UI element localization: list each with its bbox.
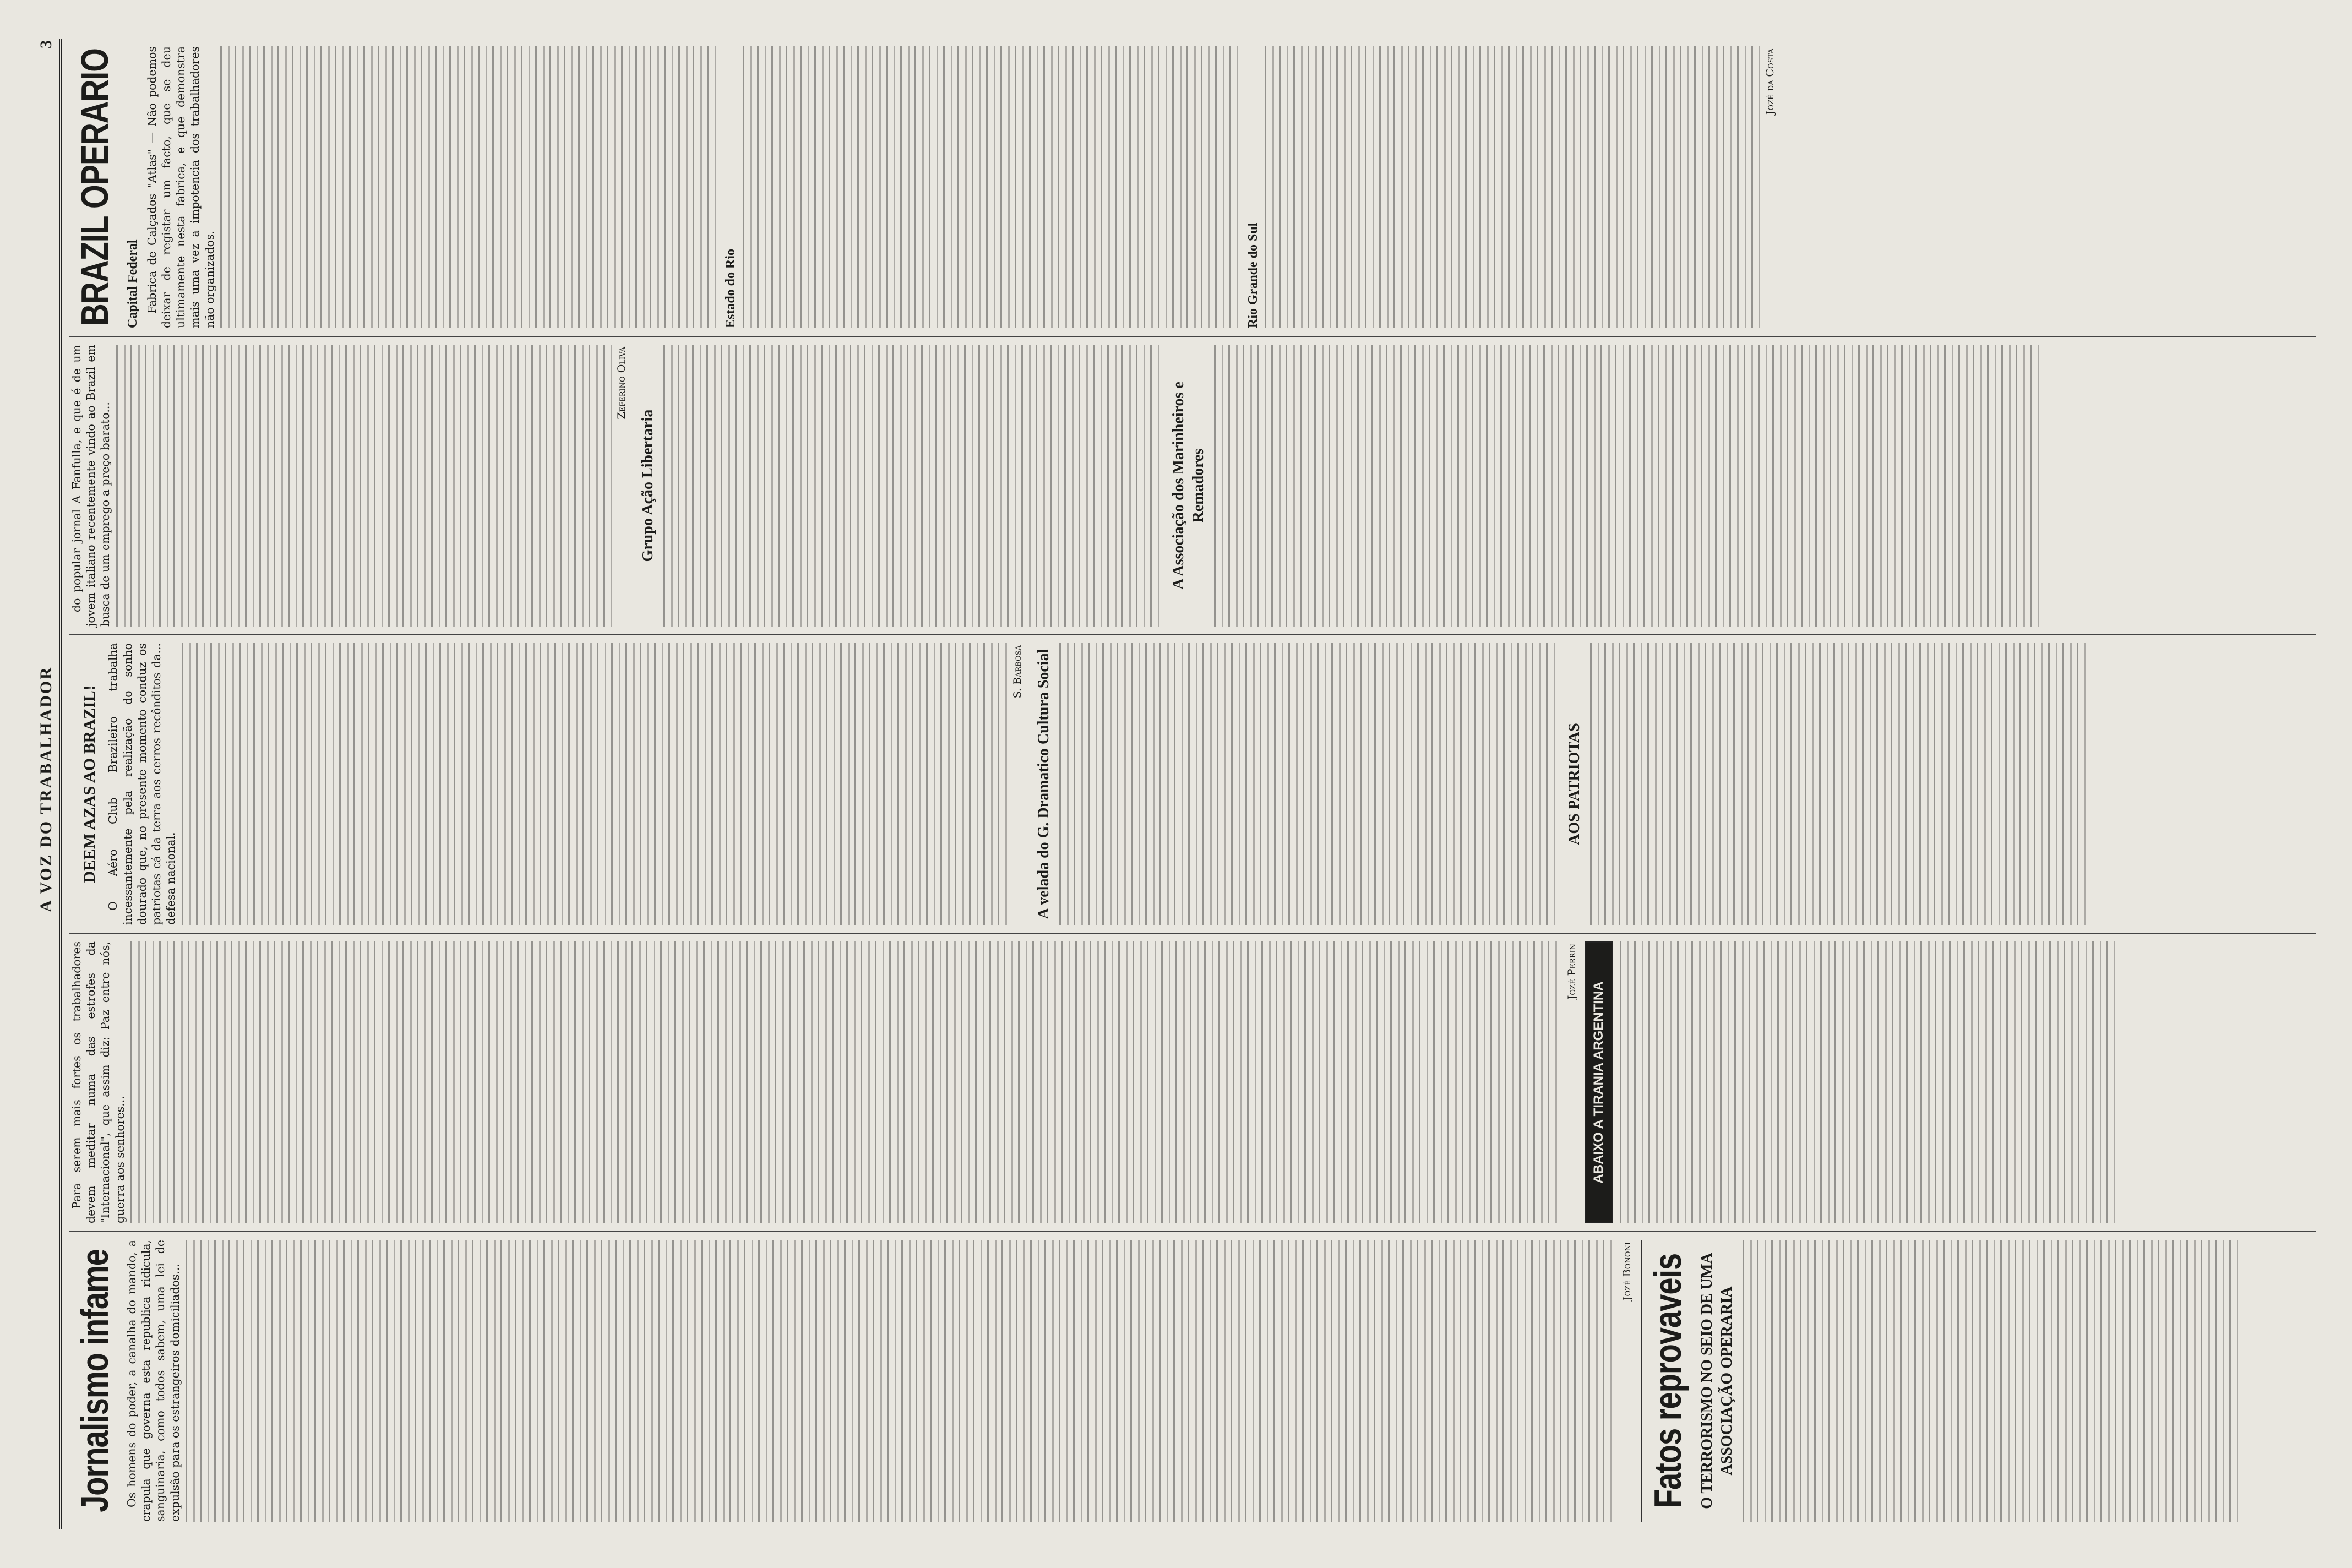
article-paragraph: do popular jornal A Fanfulla, e que é de um jovem italiano recentemente vindo ao Brazil em busca de um emprego a preço barato... (70, 345, 112, 627)
column-rule (1641, 1240, 1642, 1522)
article-byline: Jozé da Costa (1764, 48, 1777, 115)
article-paragraph: Os homens do poder, a canalha do mando, a crapula que governa esta republica ridicula, sanguinaria, como todos sabem, uma lei de expulsão para os estrangeiros domiciliados... (125, 1240, 182, 1522)
article-text-block (130, 941, 1562, 1223)
article-subhead: A Associação dos Marinheiros e Remadores (1169, 382, 1207, 590)
article-text-block (116, 345, 612, 627)
column-2 (69, 933, 2316, 1231)
column-5 (69, 39, 2316, 336)
column-3 (69, 634, 2316, 933)
article-subhead: Grupo Ação Libertaria (639, 409, 657, 562)
article-text-block (663, 345, 1159, 627)
article-text-block (1590, 643, 2086, 925)
article-text-block (220, 46, 716, 328)
section-title: Rio Grande do Sul (1245, 222, 1260, 328)
article-byline: Jozé Bononi (1620, 1242, 1633, 1300)
section-title: Estado do Rio (723, 248, 738, 328)
article-text-block (1214, 345, 2040, 627)
headline-fatos-reprovaveis: Fatos reprovaveis (1646, 1253, 1689, 1509)
page-number: 3 (37, 39, 55, 48)
masthead: A VOZ DO TRABALHADOR (37, 666, 55, 912)
columns (69, 39, 2316, 1529)
column-1 (69, 1231, 2316, 1529)
column-4 (69, 336, 2316, 634)
article-subhead: A velada do G. Dramatico Cultura Social (1035, 649, 1052, 919)
article-paragraph: Fabrica de Calçados "Atlas" — Não podemos deixar de registar um facto, que se deu ultimamente nesta fabrica, e que demonstra mais uma vez a impotencia dos trabalhadores não organizados. (145, 46, 216, 328)
article-byline: Zeferino Oliva (615, 347, 628, 420)
article-text-block (1059, 643, 1555, 925)
article-paragraph: Para serem mais fortes os trabalhadores devem meditar numa das estrofes da "Internacional", que assim diz: Paz entre nós, guerra aos senhores... (70, 941, 127, 1223)
section-title: Capital Federal (126, 239, 140, 328)
page-header (33, 39, 62, 1529)
article-subhead: O TERRORISMO NO SEIO DE UMA ASSOCIAÇÃO OPERARIA (1698, 1253, 1736, 1509)
article-text-block (743, 46, 1238, 328)
article-text-block (182, 643, 1008, 925)
article-byline: S. Barbosa (1011, 645, 1023, 699)
headline-deem-azas: DEEM AZAS AO BRAZIL! (80, 685, 99, 883)
article-text-block (1620, 941, 2115, 1223)
article-subhead: AOS PATRIOTAS (1565, 723, 1583, 845)
article-byline: Jozé Perrin (1565, 944, 1578, 1000)
article-paragraph: O Aéro Club Brazileiro trabalha incessantemente pela realização do sonho dourado que, no presente momento conduz os patriotas cá da terra aos cerros recônditos da... defesa nacional. (106, 643, 178, 925)
article-text-block (1743, 1240, 2238, 1522)
article-text-block (1265, 46, 1760, 328)
headline-jornalismo-infame: Jornalismo infame (73, 1249, 116, 1512)
boxed-headline: ABAIXO A TIRANIA ARGENTINA (1585, 941, 1613, 1223)
headline-brazil-operario: BRAZIL OPERARIO (73, 48, 116, 326)
article-text-block (186, 1240, 1617, 1522)
